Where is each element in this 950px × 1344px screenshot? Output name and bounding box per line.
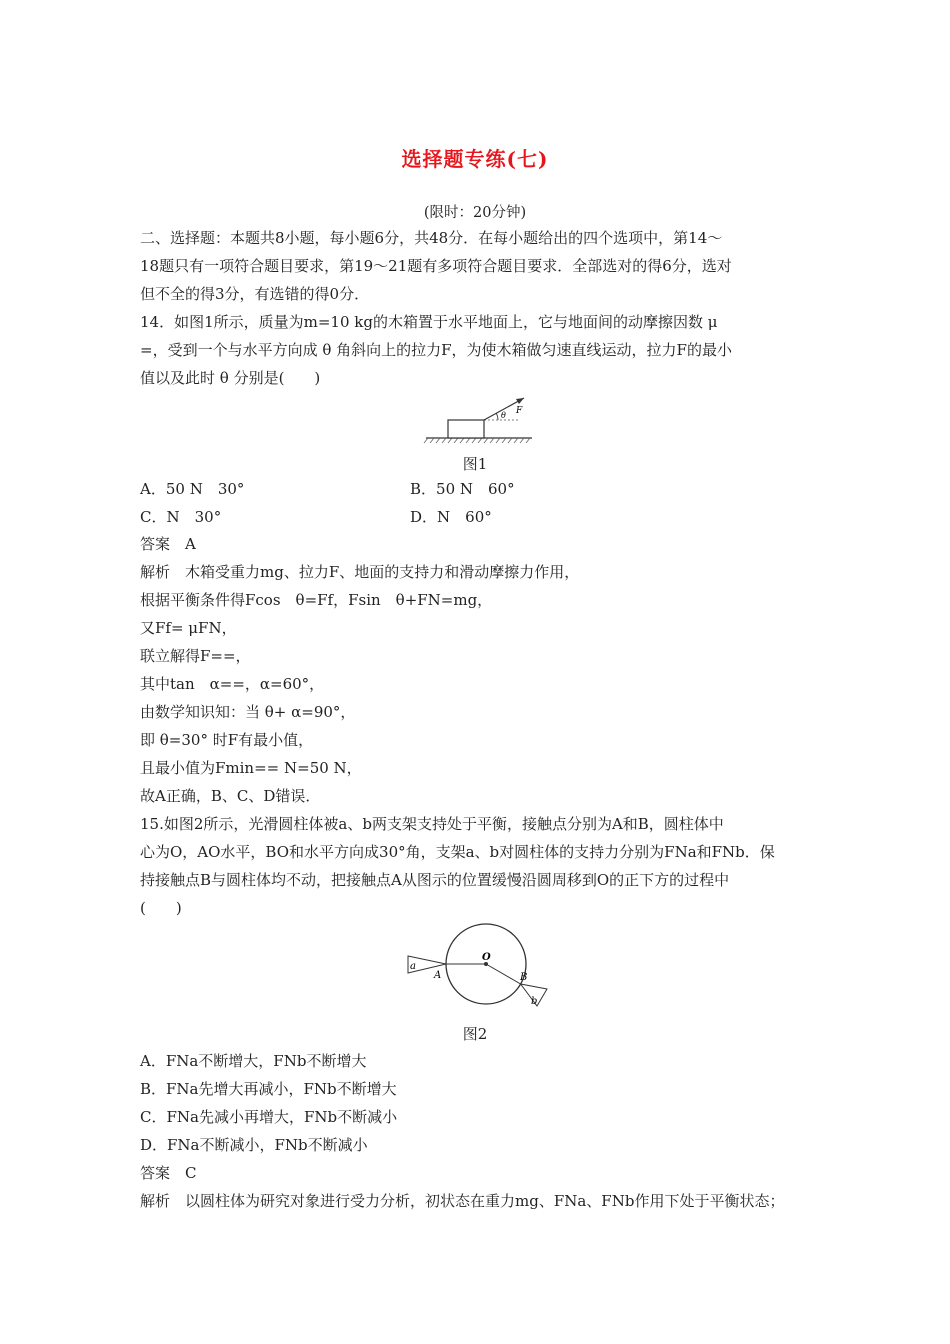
figure-1-box-on-ground <box>420 390 540 450</box>
q15-stem-line: ( ) <box>140 899 182 917</box>
center-o-label: O <box>482 952 491 963</box>
intro-line: 二、选择题：本题共8小题，每小题6分，共48分．在每小题给出的四个选项中，第14～ <box>140 229 723 247</box>
contact-a-label: A <box>434 970 442 981</box>
force-label: F <box>516 406 523 416</box>
q14-answer: 答案 A <box>140 535 196 553</box>
figure-2-cylinder-on-supports <box>400 918 560 1018</box>
q15-stem-line: 持接触点B与圆柱体均不动，把接触点A从图示的位置缓慢沿圆周移到O的正下方的过程中 <box>140 871 730 889</box>
q15-option-c: C．FNa先减小再增大，FNb不断减小 <box>140 1108 398 1126</box>
q14-option-c: C．N 30° <box>140 508 222 526</box>
q14-stem-line: =，受到一个与水平方向成 θ 角斜向上的拉力F，为使木箱做匀速直线运动，拉力F的最小 <box>140 341 732 359</box>
q14-analysis-line: 根据平衡条件得Fcos θ=Ff，Fsin θ+FN=mg， <box>140 591 493 609</box>
theta-label: θ <box>501 411 506 420</box>
intro-line: 18题只有一项符合题目要求，第19～21题有多项符合题目要求．全部选对的得6分，选对 <box>140 257 732 275</box>
contact-b-label: B <box>520 972 528 983</box>
q14-option-b: B．50 N 60° <box>410 480 515 498</box>
q14-option-a: A．50 N 30° <box>140 480 245 498</box>
q15-stem-line: 心为O，AO水平，BO和水平方向成30°角，支架a、b对圆柱体的支持力分别为FNa和FNb．保 <box>140 843 775 861</box>
support-b-label: b <box>531 996 538 1007</box>
q14-analysis-line: 由数学知识知：当 θ+ α=90°， <box>140 703 356 721</box>
page-title: 选择题专练(七) <box>401 147 549 171</box>
q14-analysis-line: 又Ff= μFN， <box>140 619 237 637</box>
figure-2-caption: 图2 <box>462 1025 488 1043</box>
intro-line: 但不全的得3分，有选错的得0分． <box>140 285 370 303</box>
q14-option-d: D．N 60° <box>410 508 492 526</box>
q15-stem-line: 15.如图2所示，光滑圆柱体被a、b两支架支持处于平衡，接触点分别为A和B，圆柱体中 <box>140 815 724 833</box>
q14-analysis-line: 解析 木箱受重力mg、拉力F、地面的支持力和滑动摩擦力作用， <box>140 563 580 581</box>
q15-option-a: A．FNa不断增大，FNb不断增大 <box>140 1052 367 1070</box>
q14-analysis-line: 且最小值为Fmin== N=50 N， <box>140 759 362 777</box>
q15-option-d: D．FNa不断减小，FNb不断减小 <box>140 1136 368 1154</box>
q14-analysis-line: 即 θ=30° 时F有最小值， <box>140 731 314 749</box>
q14-analysis-line: 联立解得F==， <box>140 647 251 665</box>
q14-stem-line: 值以及此时 θ 分别是( ) <box>140 369 321 387</box>
q15-option-b: B．FNa先增大再减小，FNb不断增大 <box>140 1080 397 1098</box>
time-limit: (限时：20分钟) <box>423 205 527 221</box>
q14-analysis-line: 其中tan α==，α=60°， <box>140 675 325 693</box>
support-a-label: a <box>410 961 416 972</box>
q14-analysis-line: 故A正确，B、C、D错误． <box>140 787 321 805</box>
q14-stem-line: 14．如图1所示，质量为m=10 kg的木箱置于水平地面上，它与地面间的动摩擦因数 μ <box>140 313 718 331</box>
q15-analysis-line: 解析 以圆柱体为研究对象进行受力分析，初状态在重力mg、FNa、FNb作用下处于平衡状态； <box>140 1192 785 1210</box>
q15-answer: 答案 C <box>140 1164 197 1182</box>
figure-1-caption: 图1 <box>462 455 488 473</box>
